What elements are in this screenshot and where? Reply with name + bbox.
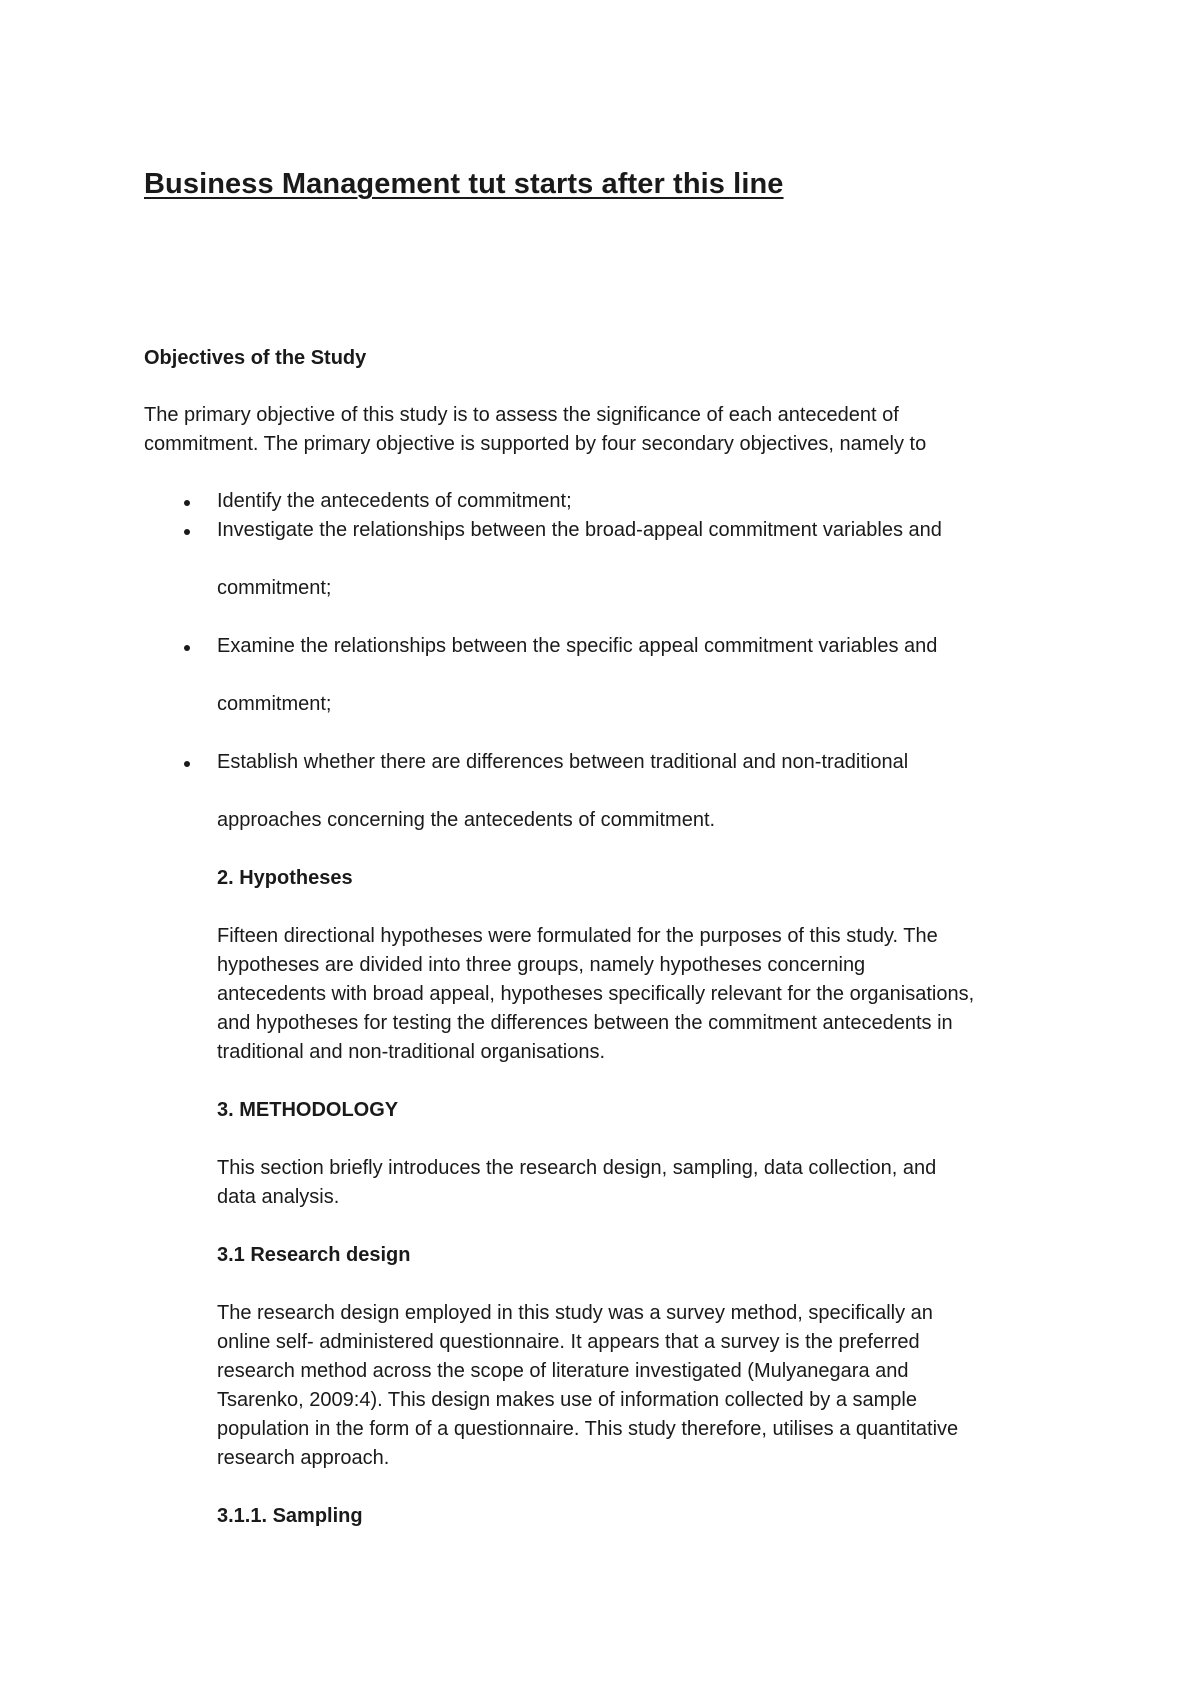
bullet-icon (184, 529, 190, 535)
hypotheses-line-2: hypotheses are divided into three groups, namely hypotheses concerning (217, 954, 866, 976)
research-design-line-4: Tsarenko, 2009:4). This design makes use of information collected by a sample (217, 1389, 917, 1411)
bullet-text: Examine the relationships between the specific appeal commitment variables and (217, 635, 938, 657)
research-design-line-1: The research design employed in this study was a survey method, specifically an (217, 1302, 933, 1324)
bullet-text-continued: commitment; (217, 693, 332, 715)
bullet-text-continued: approaches concerning the antecedents of commitment. (217, 809, 716, 831)
bullet-text: Investigate the relationships between the broad-appeal commitment variables and (217, 519, 942, 541)
methodology-line-2: data analysis. (217, 1186, 340, 1208)
sampling-heading: 3.1.1. Sampling (217, 1505, 363, 1527)
bullet-icon (184, 761, 190, 767)
research-design-heading: 3.1 Research design (217, 1244, 411, 1266)
methodology-line-1: This section briefly introduces the research design, sampling, data collection, and (217, 1157, 937, 1179)
hypotheses-line-4: and hypotheses for testing the differences between the commitment antecedents in (217, 1012, 953, 1034)
bullet-icon (184, 500, 190, 506)
objectives-heading: Objectives of the Study (144, 347, 367, 369)
research-design-line-5: population in the form of a questionnaire. This study therefore, utilises a quantitative (217, 1418, 959, 1440)
bullet-text: Establish whether there are differences between traditional and non-traditional (217, 751, 909, 773)
methodology-heading: 3. METHODOLOGY (217, 1099, 399, 1121)
bullet-text: Identify the antecedents of commitment; (217, 490, 572, 512)
objectives-intro-line-1: The primary objective of this study is to assess the significance of each antecedent of (144, 404, 899, 426)
research-design-line-6: research approach. (217, 1447, 390, 1469)
objectives-intro-line-2: commitment. The primary objective is supported by four secondary objectives, namely to (144, 433, 927, 455)
research-design-line-3: research method across the scope of literature investigated (Mulyanegara and (217, 1360, 909, 1382)
research-design-line-2: online self- administered questionnaire. It appears that a survey is the preferred (217, 1331, 920, 1353)
hypotheses-line-1: Fifteen directional hypotheses were formulated for the purposes of this study. The (217, 925, 938, 947)
hypotheses-line-5: traditional and non-traditional organisations. (217, 1041, 606, 1063)
bullet-icon (184, 645, 190, 651)
document-title: Business Management tut starts after this line (144, 168, 784, 200)
hypotheses-line-3: antecedents with broad appeal, hypotheses specifically relevant for the organisations, (217, 983, 975, 1005)
bullet-text-continued: commitment; (217, 577, 332, 599)
hypotheses-heading: 2. Hypotheses (217, 867, 353, 889)
